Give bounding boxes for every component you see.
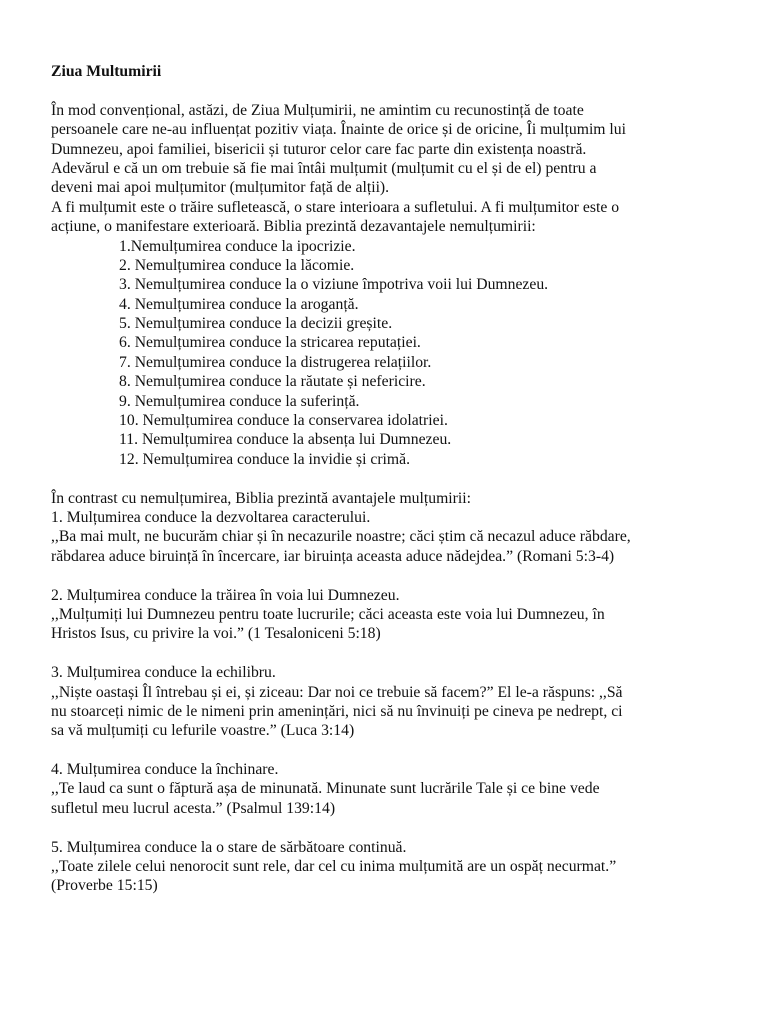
- advantages-intro-line: În contrast cu nemulțumirea, Biblia prezintă avantajele mulțumirii:: [51, 489, 471, 507]
- advantage-section: [51, 663, 741, 741]
- advantage-section: [51, 760, 741, 818]
- quote-line: sufletul meu lucrul acesta.” (Psalmul 139:14): [51, 799, 336, 817]
- intro-line: Adevărul e că un om trebuie să fie mai întâi mulțumit (mulțumit cu el și de el) pentru a: [51, 159, 597, 177]
- intro-line: deveni mai apoi mulțumitor (mulțumitor față de alții).: [51, 179, 390, 197]
- advantage-section: [51, 838, 741, 896]
- quote-line: răbdarea aduce biruință în încercare, iar biruința aceasta aduce nădejdea.” (Romani 5:3-4): [51, 547, 615, 565]
- disadvantages-list: [51, 237, 741, 470]
- document-title: Ziua Multumirii: [51, 63, 162, 80]
- advantage-heading: 4. Mulțumirea conduce la închinare.: [51, 761, 279, 779]
- quote-line: ,,Mulțumiți lui Dumnezeu pentru toate lucrurile; căci aceasta este voia lui Dumnezeu, în: [51, 605, 605, 623]
- list-item: 12. Nemulțumirea conduce la invidie și crimă.: [119, 450, 411, 468]
- advantage-heading: 1. Mulțumirea conduce la dezvoltarea caracterului.: [51, 508, 371, 526]
- list-item: 7. Nemulțumirea conduce la distrugerea relațiilor.: [119, 353, 432, 371]
- intro-line: acțiune, o manifestare exterioară. Biblia prezintă dezavantajele nemulțumirii:: [51, 218, 536, 236]
- list-item: 3. Nemulțumirea conduce la o viziune împotriva voii lui Dumnezeu.: [119, 276, 549, 294]
- advantages-intro: [51, 489, 741, 508]
- quote-line: Hristos Isus, cu privire la voi.” (1 Tesaloniceni 5:18): [51, 625, 381, 643]
- intro-line: În mod convențional, astăzi, de Ziua Mulțumirii, ne amintim cu recunostință de toate: [51, 101, 584, 119]
- list-item: 4. Nemulțumirea conduce la aroganță.: [119, 295, 359, 313]
- advantage-heading: 5. Mulțumirea conduce la o stare de sărbătoare continuă.: [51, 838, 407, 856]
- quote-line: (Proverbe 15:15): [51, 877, 158, 895]
- intro-paragraph: [51, 101, 741, 237]
- list-item: 10. Nemulțumirea conduce la conservarea idolatriei.: [119, 412, 448, 430]
- quote-line: ,,Te laud ca sunt o făptură așa de minunată. Minunate sunt lucrările Tale și ce bine vede: [51, 780, 600, 798]
- advantage-section: [51, 586, 741, 644]
- intro-line: A fi mulțumit este o trăire sufletească, o stare interioara a sufletului. A fi mulțumitor este o: [51, 198, 620, 216]
- intro-line: Dumnezeu, apoi familiei, bisericii și tuturor celor care fac parte din existența noastră.: [51, 140, 587, 158]
- list-item: 1.Nemulțumirea conduce la ipocrizie.: [119, 237, 356, 255]
- list-item: 5. Nemulțumirea conduce la decizii greșite.: [119, 315, 393, 333]
- quote-line: ,,Ba mai mult, ne bucurăm chiar și în necazurile noastre; căci știm că necazul aduce răbdare,: [51, 528, 631, 546]
- advantage-heading: 3. Mulțumirea conduce la echilibru.: [51, 664, 276, 682]
- quote-line: ,,Niște oastași Îl întrebau și ei, și ziceau: Dar noi ce trebuie să facem?” El le-a răspuns: ,,Să: [51, 683, 623, 701]
- document-page: [51, 62, 741, 896]
- quote-line: nu stoarceți nimic de le nimeni prin amenințări, nici să nu învinuiți pe cineva pe nedrept, ci: [51, 702, 623, 720]
- quote-line: sa vă mulțumiți cu lefurile voastre.” (Luca 3:14): [51, 722, 355, 740]
- list-item: 8. Nemulțumirea conduce la răutate și nefericire.: [119, 373, 426, 391]
- quote-line: ,,Toate zilele celui nenorocit sunt rele, dar cel cu inima mulțumită are un ospăț necurmat.”: [51, 858, 617, 876]
- list-item: 2. Nemulțumirea conduce la lăcomie.: [119, 256, 355, 274]
- list-item: 11. Nemulțumirea conduce la absența lui Dumnezeu.: [119, 431, 452, 449]
- advantage-heading: 2. Mulțumirea conduce la trăirea în voia lui Dumnezeu.: [51, 586, 400, 604]
- list-item: 6. Nemulțumirea conduce la stricarea reputației.: [119, 334, 421, 352]
- intro-line: persoanele care ne-au influențat pozitiv viața. Înainte de orice și de oricine, Îi mulțumim lui: [51, 121, 626, 139]
- advantage-section: [51, 508, 741, 566]
- list-item: 9. Nemulțumirea conduce la suferință.: [119, 392, 360, 410]
